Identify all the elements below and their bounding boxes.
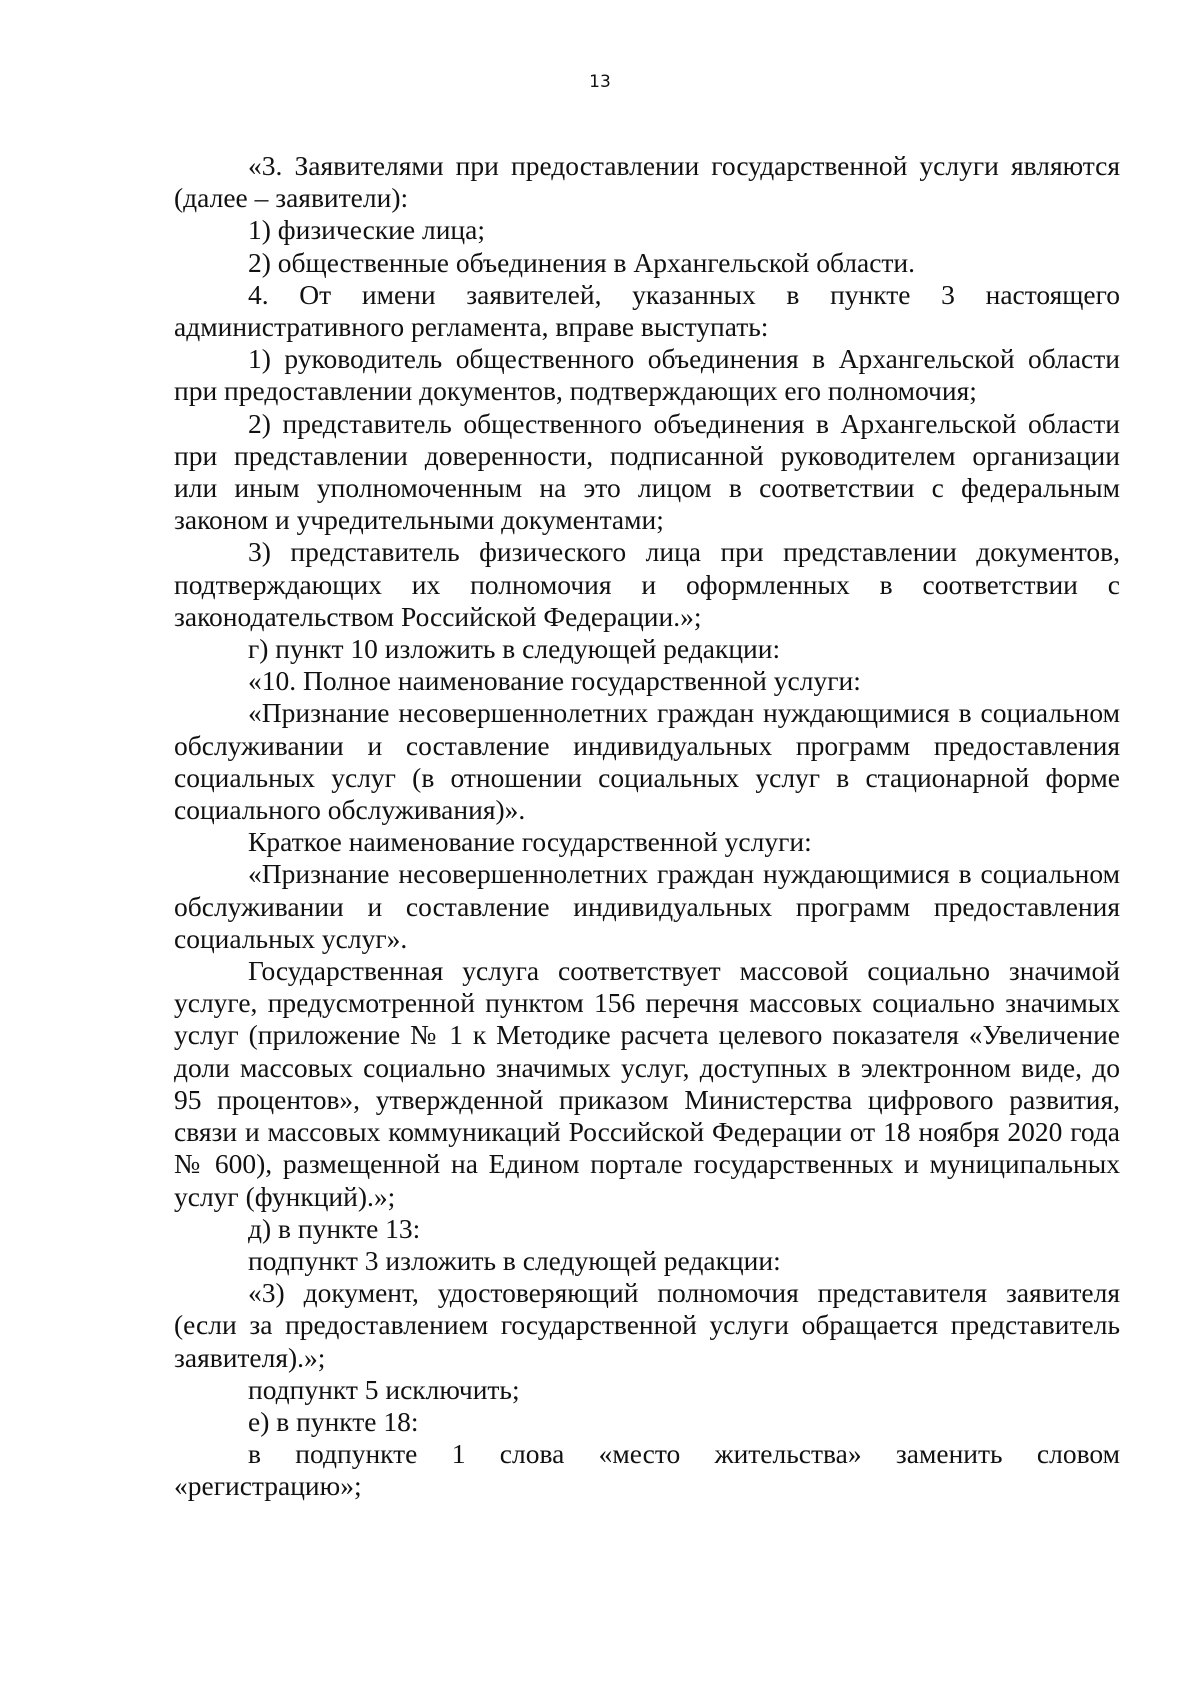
paragraph: «10. Полное наименование государственной услуги: (248, 665, 861, 697)
paragraph: подпункт 5 исключить; (248, 1373, 520, 1405)
paragraph: д) в пункте 13: (248, 1212, 421, 1244)
paragraph: Краткое наименование государственной услуги: (248, 826, 812, 858)
paragraph: 1) руководитель общественного объединения в Архангельской области при предоставлении документов, подтверждающих его полномочия; (174, 343, 1120, 407)
paragraph: 2) представитель общественного объединения в Архангельской области при представлении доверенности, подписанной руководителем организации или иным уполномоченным на это лицом в соответствии с федеральным законом и учредительными документами; (174, 407, 1120, 536)
paragraph: е) в пункте 18: (248, 1405, 419, 1437)
paragraph: Государственная услуга соответствует массовой социально значимой услуге, предусмотренной пунктом 156 перечня массовых социально значимых услуг (приложение № 1 к Методике расчета целевого показателя «Увеличение доли массовых социально значимых услуг, доступных в электронном виде, до 95 процентов», утвержденной приказом Министерства цифрового развития, связи и массовых коммуникаций Российской Федерации от 18 ноября 2020 года № 600), размещенной на Едином портале государственных и муниципальных услуг (функций).»; (174, 955, 1120, 1212)
paragraph: подпункт 3 изложить в следующей редакции: (248, 1244, 781, 1276)
paragraph: 2) общественные объединения в Архангельской области. (248, 246, 916, 278)
paragraph: г) пункт 10 изложить в следующей редакции: (248, 633, 781, 665)
paragraph: «Признание несовершеннолетних граждан нуждающимися в социальном обслуживании и составление индивидуальных программ предоставления социальных услуг». (174, 858, 1120, 954)
document-body (174, 150, 1120, 1503)
paragraph: «Признание несовершеннолетних граждан нуждающимися в социальном обслуживании и составление индивидуальных программ предоставления социальных услуг (в отношении социальных услуг в стационарной форме социального обслуживания)». (174, 697, 1120, 826)
paragraph: «3. Заявителями при предоставлении государственной услуги являются (далее – заявители): (174, 150, 1120, 214)
paragraph: 4. От имени заявителей, указанных в пункте 3 настоящего административного регламента, вправе выступать: (174, 278, 1120, 343)
page-number: 13 (589, 72, 611, 92)
paragraph: в подпункте 1 слова «место жительства» заменить словом «регистрацию»; (174, 1438, 1120, 1502)
paragraph: 1) физические лица; (248, 214, 485, 246)
paragraph: «3) документ, удостоверяющий полномочия представителя заявителя (если за предоставлением государственной услуги обращается представитель заявителя).»; (174, 1277, 1120, 1373)
paragraph: 3) представитель физического лица при представлении документов, подтверждающих их полномочия и оформленных в соответствии с законодательством Российской Федерации.»; (174, 536, 1120, 632)
